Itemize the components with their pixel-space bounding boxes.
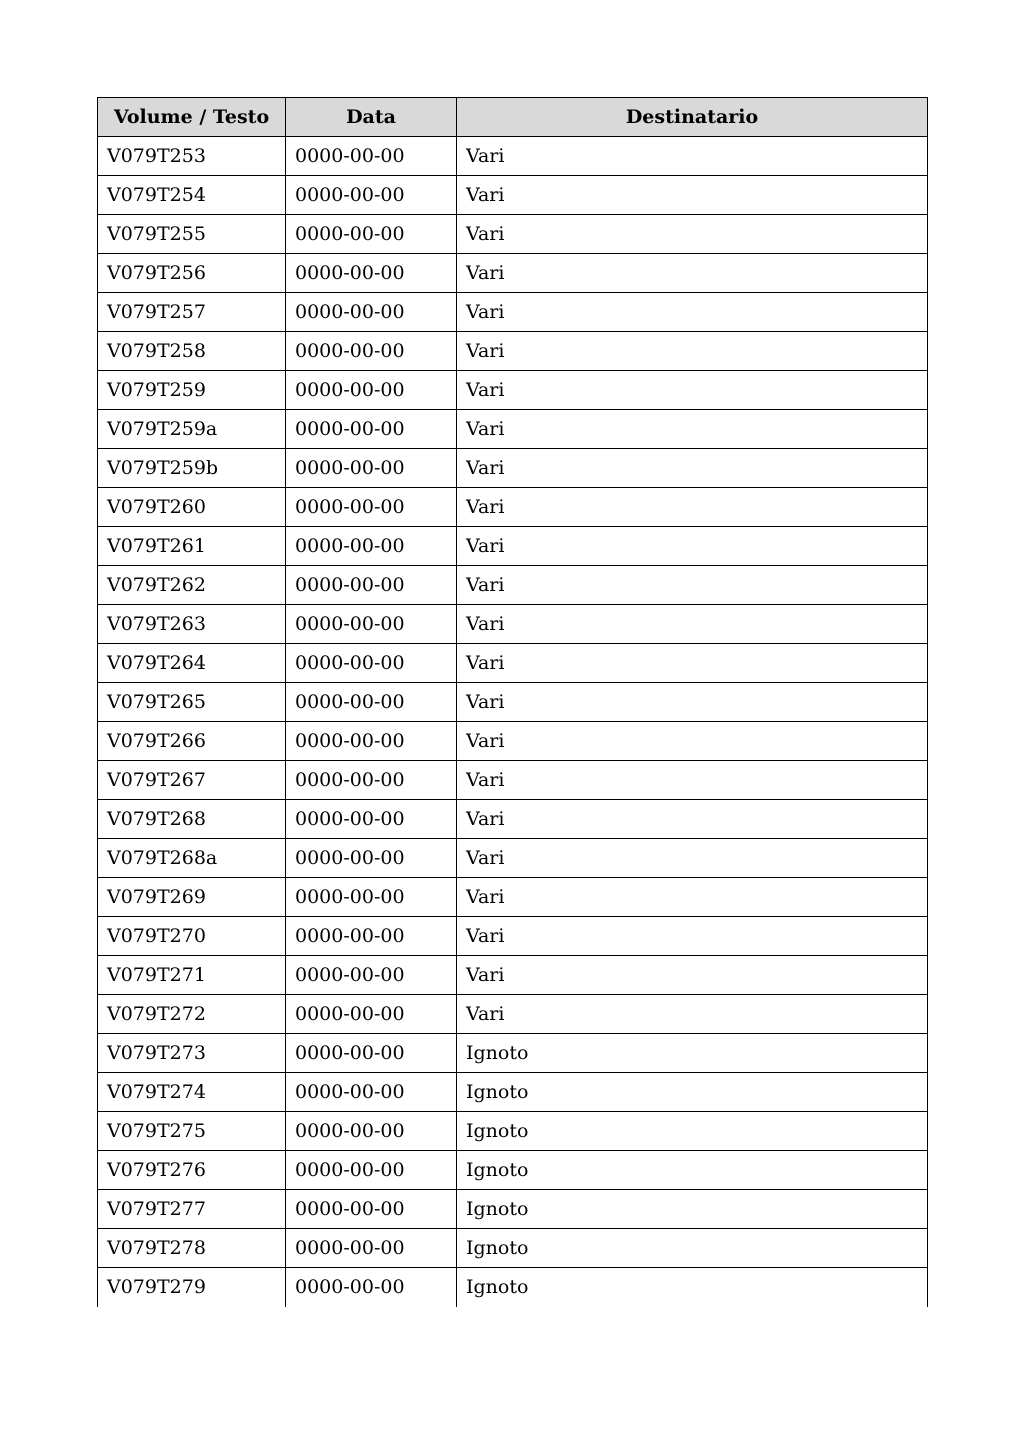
cell-volume-testo: V079T276 [98, 1151, 286, 1190]
cell-destinatario: Vari [457, 995, 928, 1034]
cell-volume-testo: V079T279 [98, 1268, 286, 1307]
cell-volume-testo: V079T263 [98, 605, 286, 644]
cell-data: 0000-00-00 [286, 371, 457, 410]
cell-data: 0000-00-00 [286, 332, 457, 371]
cell-destinatario: Vari [457, 488, 928, 527]
cell-destinatario: Vari [457, 527, 928, 566]
cell-data: 0000-00-00 [286, 761, 457, 800]
cell-data: 0000-00-00 [286, 410, 457, 449]
table-row [98, 449, 928, 488]
cell-data: 0000-00-00 [286, 1268, 457, 1307]
table-body [98, 137, 928, 1307]
cell-data: 0000-00-00 [286, 1112, 457, 1151]
cell-data: 0000-00-00 [286, 722, 457, 761]
table-row [98, 917, 928, 956]
cell-volume-testo: V079T264 [98, 644, 286, 683]
cell-volume-testo: V079T268a [98, 839, 286, 878]
cell-destinatario: Vari [457, 722, 928, 761]
table-row [98, 176, 928, 215]
table-row [98, 1190, 928, 1229]
table-row [98, 1073, 928, 1112]
cell-data: 0000-00-00 [286, 176, 457, 215]
cell-data: 0000-00-00 [286, 488, 457, 527]
cell-destinatario: Ignoto [457, 1190, 928, 1229]
table-row [98, 605, 928, 644]
cell-volume-testo: V079T265 [98, 683, 286, 722]
table-row [98, 683, 928, 722]
cell-data: 0000-00-00 [286, 605, 457, 644]
cell-destinatario: Ignoto [457, 1112, 928, 1151]
cell-volume-testo: V079T271 [98, 956, 286, 995]
table-row [98, 254, 928, 293]
cell-volume-testo: V079T278 [98, 1229, 286, 1268]
cell-destinatario: Vari [457, 605, 928, 644]
cell-data: 0000-00-00 [286, 137, 457, 176]
cell-destinatario: Vari [457, 293, 928, 332]
table-row [98, 293, 928, 332]
cell-destinatario: Vari [457, 449, 928, 488]
cell-data: 0000-00-00 [286, 800, 457, 839]
cell-data: 0000-00-00 [286, 683, 457, 722]
table-row [98, 722, 928, 761]
cell-destinatario: Vari [457, 644, 928, 683]
header-destinatario: Destinatario [457, 98, 928, 137]
letters-table [97, 97, 928, 1307]
cell-destinatario: Ignoto [457, 1268, 928, 1307]
table-row [98, 1112, 928, 1151]
table-row [98, 410, 928, 449]
table-row [98, 1151, 928, 1190]
table-row [98, 1268, 928, 1307]
table-row [98, 1229, 928, 1268]
cell-destinatario: Vari [457, 137, 928, 176]
cell-data: 0000-00-00 [286, 449, 457, 488]
cell-data: 0000-00-00 [286, 1034, 457, 1073]
table-row [98, 332, 928, 371]
cell-volume-testo: V079T253 [98, 137, 286, 176]
cell-destinatario: Vari [457, 956, 928, 995]
cell-volume-testo: V079T256 [98, 254, 286, 293]
cell-data: 0000-00-00 [286, 254, 457, 293]
cell-data: 0000-00-00 [286, 1229, 457, 1268]
table-row [98, 1034, 928, 1073]
cell-destinatario: Vari [457, 839, 928, 878]
table-row [98, 995, 928, 1034]
table-row [98, 137, 928, 176]
cell-destinatario: Vari [457, 878, 928, 917]
cell-destinatario: Vari [457, 683, 928, 722]
cell-volume-testo: V079T261 [98, 527, 286, 566]
cell-volume-testo: V079T272 [98, 995, 286, 1034]
table-header [98, 98, 928, 137]
cell-volume-testo: V079T277 [98, 1190, 286, 1229]
cell-destinatario: Vari [457, 215, 928, 254]
table-row [98, 878, 928, 917]
cell-data: 0000-00-00 [286, 566, 457, 605]
header-row [98, 98, 928, 137]
cell-volume-testo: V079T259a [98, 410, 286, 449]
table-row [98, 527, 928, 566]
table-row [98, 371, 928, 410]
cell-destinatario: Vari [457, 761, 928, 800]
table-row [98, 956, 928, 995]
cell-destinatario: Vari [457, 566, 928, 605]
cell-destinatario: Ignoto [457, 1229, 928, 1268]
table-row [98, 839, 928, 878]
cell-data: 0000-00-00 [286, 878, 457, 917]
cell-volume-testo: V079T270 [98, 917, 286, 956]
cell-destinatario: Ignoto [457, 1073, 928, 1112]
cell-destinatario: Ignoto [457, 1151, 928, 1190]
cell-volume-testo: V079T255 [98, 215, 286, 254]
cell-data: 0000-00-00 [286, 293, 457, 332]
cell-volume-testo: V079T259 [98, 371, 286, 410]
cell-destinatario: Ignoto [457, 1034, 928, 1073]
cell-volume-testo: V079T273 [98, 1034, 286, 1073]
cell-data: 0000-00-00 [286, 1190, 457, 1229]
cell-destinatario: Vari [457, 176, 928, 215]
cell-data: 0000-00-00 [286, 527, 457, 566]
cell-data: 0000-00-00 [286, 1151, 457, 1190]
cell-destinatario: Vari [457, 254, 928, 293]
cell-data: 0000-00-00 [286, 995, 457, 1034]
cell-destinatario: Vari [457, 800, 928, 839]
cell-volume-testo: V079T254 [98, 176, 286, 215]
cell-data: 0000-00-00 [286, 839, 457, 878]
header-data: Data [286, 98, 457, 137]
cell-volume-testo: V079T274 [98, 1073, 286, 1112]
table-row [98, 644, 928, 683]
cell-destinatario: Vari [457, 332, 928, 371]
cell-data: 0000-00-00 [286, 956, 457, 995]
cell-volume-testo: V079T262 [98, 566, 286, 605]
cell-data: 0000-00-00 [286, 917, 457, 956]
cell-destinatario: Vari [457, 410, 928, 449]
cell-data: 0000-00-00 [286, 1073, 457, 1112]
table-row [98, 800, 928, 839]
cell-volume-testo: V079T260 [98, 488, 286, 527]
header-volume-testo: Volume / Testo [98, 98, 286, 137]
table-row [98, 566, 928, 605]
table-row [98, 488, 928, 527]
cell-destinatario: Vari [457, 917, 928, 956]
table-row [98, 761, 928, 800]
cell-volume-testo: V079T266 [98, 722, 286, 761]
cell-volume-testo: V079T275 [98, 1112, 286, 1151]
cell-volume-testo: V079T257 [98, 293, 286, 332]
cell-volume-testo: V079T258 [98, 332, 286, 371]
cell-volume-testo: V079T269 [98, 878, 286, 917]
cell-volume-testo: V079T259b [98, 449, 286, 488]
cell-volume-testo: V079T267 [98, 761, 286, 800]
table-row [98, 215, 928, 254]
cell-data: 0000-00-00 [286, 644, 457, 683]
cell-destinatario: Vari [457, 371, 928, 410]
cell-volume-testo: V079T268 [98, 800, 286, 839]
cell-data: 0000-00-00 [286, 215, 457, 254]
